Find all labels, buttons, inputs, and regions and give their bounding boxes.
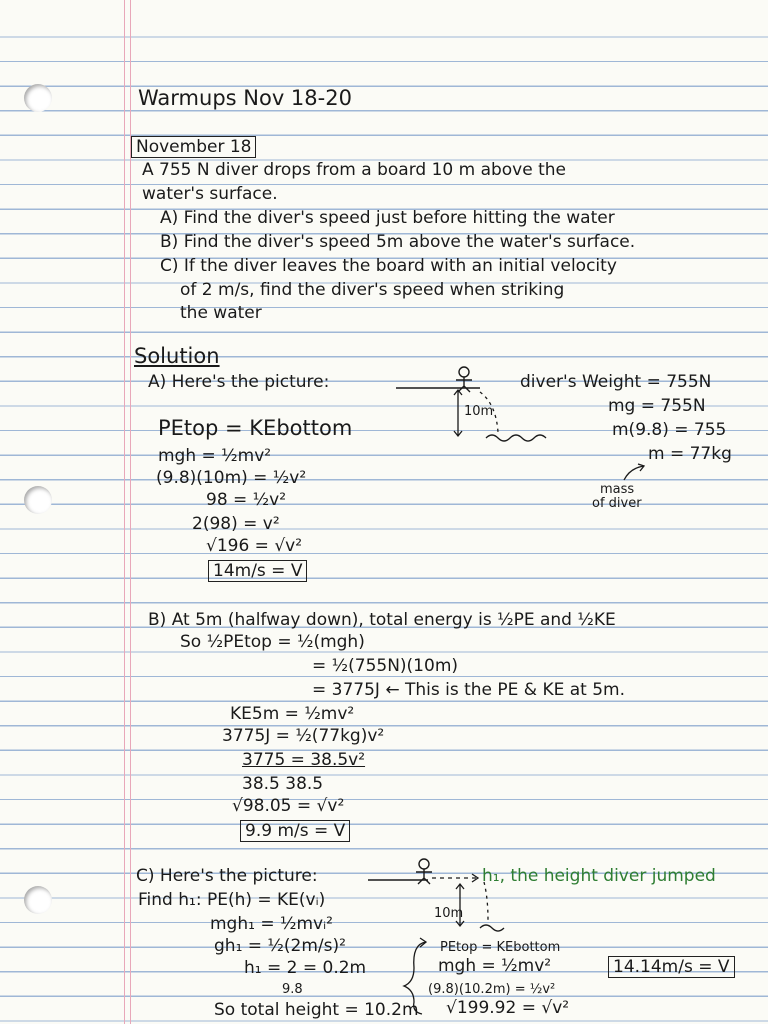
work-step-a: √196 = √v²	[206, 536, 303, 556]
punch-hole	[24, 886, 52, 914]
height-label-a: 10m	[464, 404, 494, 419]
solution-heading: Solution	[134, 344, 220, 368]
brace-icon	[400, 938, 430, 1018]
mass-note: of diver	[592, 496, 642, 511]
problem-intro-line: water's surface.	[142, 184, 278, 204]
work-step-c: mgh₁ = ½mvᵢ²	[210, 914, 333, 934]
work-step-b: 3775J = ½(77kg)v²	[222, 726, 385, 746]
work-step-c-right: PEtop = KEbottom	[440, 940, 561, 955]
page-title: Warmups Nov 18-20	[138, 86, 352, 110]
answer-c: 14.14m/s = V	[608, 956, 735, 978]
problem-part: B) Find the diver's speed 5m above the water's surface.	[160, 232, 636, 252]
problem-part: A) Find the diver's speed just before hitting the water	[160, 208, 615, 228]
weight-line: m = 77kg	[648, 444, 732, 464]
height-label-c-10m: 10m	[434, 906, 464, 921]
find-h1: Find h₁: PE(h) = KE(vᵢ)	[138, 890, 326, 910]
part-b-label: B) At 5m (halfway down), total energy is ½PE and ½KE	[148, 610, 616, 630]
work-step-c: h₁ = 2 = 0.2m	[244, 958, 367, 978]
date-label: November 18	[131, 136, 256, 158]
answer-b: 9.9 m/s = V	[240, 820, 350, 842]
mass-note: mass	[600, 482, 635, 497]
work-step-c: 9.8	[282, 982, 303, 997]
work-step-b: KE5m = ½mv²	[230, 704, 355, 724]
work-step-b: = ½(755N)(10m)	[312, 656, 459, 676]
weight-line: mg = 755N	[608, 396, 706, 416]
part-c-label: C) Here's the picture:	[136, 866, 318, 886]
weight-line: diver's Weight = 755N	[520, 372, 712, 392]
work-step-b: 38.5 38.5	[242, 774, 324, 794]
height-label-c: h₁, the height diver jumped	[482, 866, 716, 886]
weight-line: m(9.8) = 755	[612, 420, 727, 440]
problem-part: of 2 m/s, find the diver's speed when striking	[180, 280, 565, 300]
answer-a: 14m/s = V	[208, 560, 307, 582]
work-step-c-right: mgh = ½mv²	[438, 956, 552, 976]
work-step-c: So total height = 10.2m	[214, 1000, 419, 1020]
punch-hole	[24, 486, 52, 514]
problem-part: C) If the diver leaves the board with an initial velocity	[160, 256, 617, 276]
arrow-icon	[620, 462, 650, 482]
problem-intro-line: A 755 N diver drops from a board 10 m above the	[142, 160, 567, 180]
work-step-a: (9.8)(10m) = ½v²	[156, 468, 307, 488]
work-step-a: 2(98) = v²	[192, 514, 280, 534]
work-step-a: PEtop = KEbottom	[158, 416, 353, 440]
work-step-b: √98.05 = √v²	[232, 796, 345, 816]
problem-part: the water	[180, 303, 262, 323]
punch-hole	[24, 84, 52, 112]
work-step-c-right: (9.8)(10.2m) = ½v²	[428, 982, 556, 997]
work-step-c-right: √199.92 = √v²	[446, 998, 570, 1018]
work-step-b: 3775 = 38.5v²	[242, 750, 366, 770]
work-step-a: mgh = ½mv²	[158, 446, 272, 466]
work-step-c: gh₁ = ½(2m/s)²	[214, 936, 346, 956]
work-step-a: 98 = ½v²	[206, 490, 287, 510]
part-a-label: A) Here's the picture:	[148, 372, 330, 392]
work-step-b: = 3775J ← This is the PE & KE at 5m.	[312, 680, 626, 700]
margin-line	[124, 0, 125, 1024]
work-step-b: So ½PEtop = ½(mgh)	[180, 632, 365, 652]
